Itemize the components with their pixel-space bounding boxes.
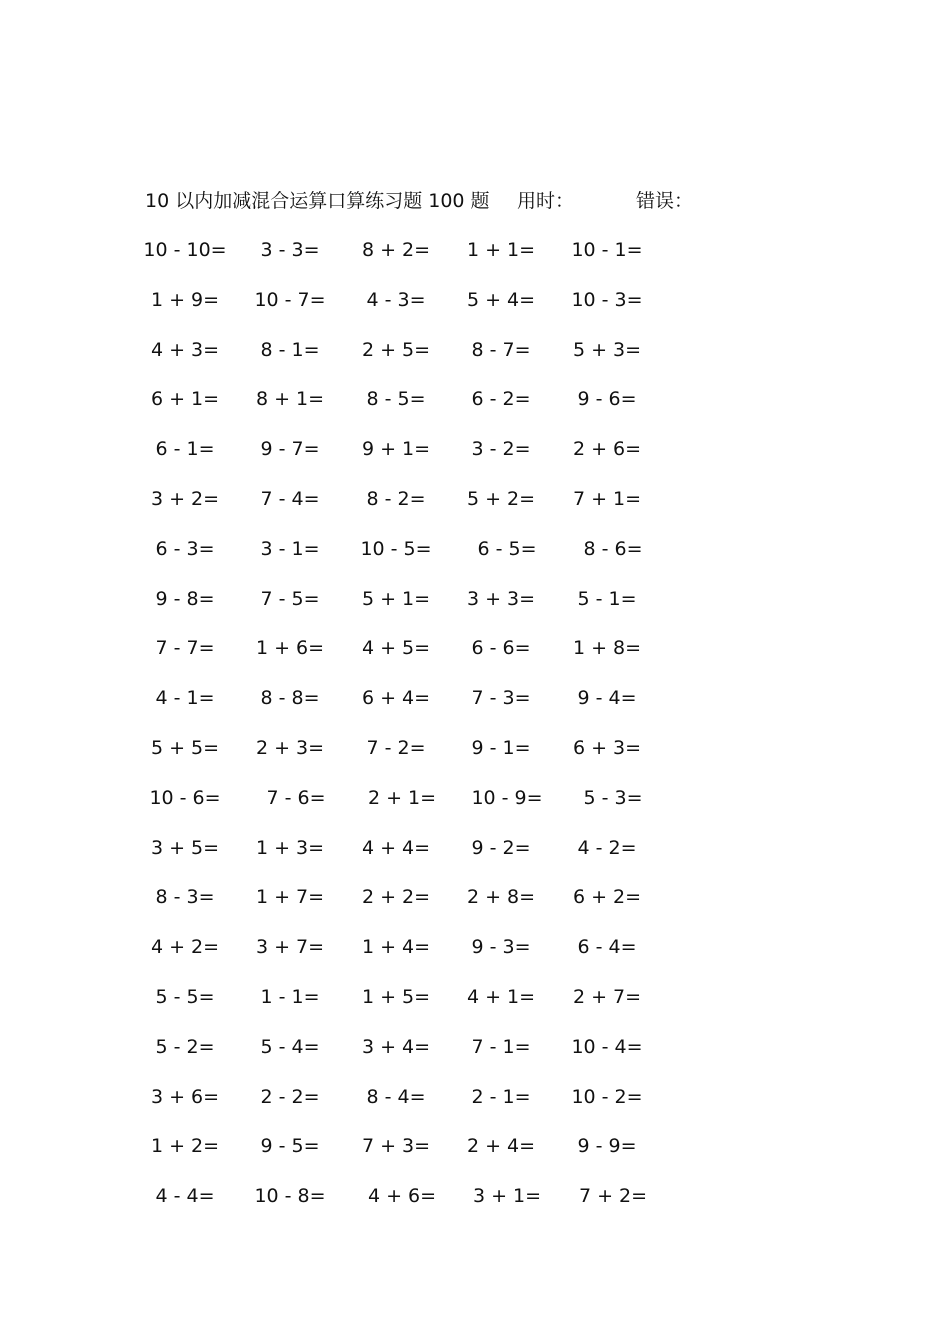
- problem-cell: 2 - 1=: [471, 1085, 531, 1108]
- problem-cell: 9 - 9=: [577, 1135, 637, 1158]
- problem-cell: 5 - 3=: [583, 786, 643, 809]
- problem-cell: 3 + 5=: [150, 836, 220, 859]
- problem-cell: 3 + 2=: [150, 487, 220, 510]
- problem-cell: 5 + 1=: [361, 587, 431, 610]
- problem-cell: 1 + 4=: [361, 936, 431, 959]
- problem-cell: 4 - 3=: [366, 288, 426, 311]
- problem-cell: 9 - 3=: [471, 936, 531, 959]
- problem-cell: 8 - 7=: [471, 338, 531, 361]
- problem-cell: 7 - 7=: [155, 637, 215, 660]
- problem-cell: 7 + 3=: [361, 1135, 431, 1158]
- problem-cell: 3 - 3=: [260, 239, 320, 261]
- time-used-label: 用时：: [517, 190, 575, 212]
- problem-cell: 5 - 1=: [577, 587, 637, 610]
- problem-row: [130, 435, 690, 485]
- problem-cell: 10 - 10=: [143, 239, 227, 261]
- problem-row: [130, 684, 690, 734]
- problem-cell: 9 - 4=: [577, 687, 637, 710]
- problem-row: [130, 336, 690, 386]
- problem-cell: 3 - 2=: [471, 438, 531, 461]
- problem-row: [130, 485, 690, 535]
- problem-cell: 10 - 4=: [571, 1035, 643, 1058]
- problem-cell: 2 + 7=: [572, 985, 642, 1008]
- problem-cell: 10 - 1=: [571, 239, 643, 261]
- problem-cell: 10 - 9=: [471, 786, 543, 809]
- problem-cell: 2 + 3=: [255, 736, 325, 759]
- problem-cell: 7 - 4=: [260, 487, 320, 510]
- problem-cell: 1 + 7=: [255, 886, 325, 909]
- problem-cell: 9 + 1=: [361, 438, 431, 461]
- problem-cell: 10 - 5=: [360, 537, 432, 560]
- problem-cell: 9 - 7=: [260, 438, 320, 461]
- problem-cell: 2 - 2=: [260, 1085, 320, 1108]
- problem-cell: 2 + 5=: [361, 338, 431, 361]
- problem-cell: 4 - 1=: [155, 687, 215, 710]
- problem-row: [130, 734, 690, 784]
- problem-cell: 3 + 6=: [150, 1085, 220, 1108]
- problem-cell: 5 + 3=: [572, 338, 642, 361]
- problem-cell: 7 - 6=: [266, 786, 326, 809]
- problem-row: [130, 1033, 690, 1083]
- problem-cell: 3 - 1=: [260, 537, 320, 560]
- problem-cell: 6 - 6=: [471, 637, 531, 660]
- problem-cell: 4 + 4=: [361, 836, 431, 859]
- problem-cell: 8 - 3=: [155, 886, 215, 909]
- problem-cell: 5 - 5=: [155, 985, 215, 1008]
- problem-cell: 4 + 3=: [150, 338, 220, 361]
- problem-cell: 4 + 5=: [361, 637, 431, 660]
- problem-cell: 1 + 6=: [255, 637, 325, 660]
- problem-cell: 6 - 1=: [155, 438, 215, 461]
- problem-cell: 2 + 4=: [466, 1135, 536, 1158]
- problem-cell: 6 + 3=: [572, 736, 642, 759]
- problem-cell: 9 - 1=: [471, 736, 531, 759]
- problem-cell: 5 - 4=: [260, 1035, 320, 1058]
- problem-cell: 7 - 3=: [471, 687, 531, 710]
- problem-row: [130, 1083, 690, 1133]
- problem-cell: 10 - 6=: [149, 786, 221, 809]
- problem-cell: 6 + 2=: [572, 886, 642, 909]
- problem-row: [130, 1182, 690, 1232]
- problem-cell: 4 + 1=: [466, 985, 536, 1008]
- problem-cell: 3 + 7=: [255, 936, 325, 959]
- problem-row: [130, 236, 690, 286]
- problem-cell: 8 - 4=: [366, 1085, 426, 1108]
- problem-row: [130, 933, 690, 983]
- problem-cell: 6 + 1=: [150, 388, 220, 411]
- problem-cell: 5 - 2=: [155, 1035, 215, 1058]
- problem-cell: 10 - 2=: [571, 1085, 643, 1108]
- problem-row: [130, 535, 690, 585]
- problem-cell: 8 + 2=: [361, 239, 431, 261]
- problem-row: [130, 983, 690, 1033]
- problem-row: [130, 634, 690, 684]
- problem-cell: 6 - 2=: [471, 388, 531, 411]
- problem-cell: 10 - 7=: [254, 288, 326, 311]
- problem-cell: 3 + 1=: [472, 1185, 542, 1208]
- problem-cell: 1 + 9=: [150, 288, 220, 311]
- worksheet-title: 10 以内加减混合运算口算练习题 100 题: [145, 190, 490, 212]
- problem-cell: 6 - 3=: [155, 537, 215, 560]
- problem-row: [130, 883, 690, 933]
- problem-cell: 4 - 2=: [577, 836, 637, 859]
- problem-cell: 7 - 1=: [471, 1035, 531, 1058]
- problem-cell: 9 - 8=: [155, 587, 215, 610]
- problem-cell: 3 + 3=: [466, 587, 536, 610]
- worksheet-header: [145, 187, 765, 215]
- problem-cell: 8 - 5=: [366, 388, 426, 411]
- problem-cell: 9 - 5=: [260, 1135, 320, 1158]
- problem-cell: 1 - 1=: [260, 985, 320, 1008]
- problem-row: [130, 834, 690, 884]
- problem-row: [130, 1132, 690, 1182]
- problem-cell: 2 + 8=: [466, 886, 536, 909]
- problem-cell: 1 + 1=: [466, 239, 536, 261]
- problem-cell: 5 + 2=: [466, 487, 536, 510]
- problem-cell: 4 + 2=: [150, 936, 220, 959]
- problem-cell: 8 + 1=: [255, 388, 325, 411]
- problem-cell: 6 - 4=: [577, 936, 637, 959]
- problem-row: [130, 585, 690, 635]
- problem-row: [130, 286, 690, 336]
- problem-cell: 7 - 5=: [260, 587, 320, 610]
- problem-cell: 8 - 8=: [260, 687, 320, 710]
- problem-cell: 4 - 4=: [155, 1185, 215, 1208]
- problem-cell: 4 + 6=: [367, 1185, 437, 1208]
- problem-cell: 6 + 4=: [361, 687, 431, 710]
- problem-cell: 7 - 2=: [366, 736, 426, 759]
- problem-cell: 7 + 1=: [572, 487, 642, 510]
- problem-cell: 9 - 6=: [577, 388, 637, 411]
- problem-row: [130, 385, 690, 435]
- problem-cell: 5 + 5=: [150, 736, 220, 759]
- problem-cell: 10 - 8=: [254, 1185, 326, 1208]
- problem-cell: 1 + 5=: [361, 985, 431, 1008]
- problem-grid: [130, 236, 690, 1232]
- errors-label: 错误：: [636, 190, 694, 212]
- problem-cell: 7 + 2=: [578, 1185, 648, 1208]
- problem-cell: 9 - 2=: [471, 836, 531, 859]
- problem-cell: 3 + 4=: [361, 1035, 431, 1058]
- problem-cell: 8 - 6=: [583, 537, 643, 560]
- problem-cell: 10 - 3=: [571, 288, 643, 311]
- problem-cell: 2 + 6=: [572, 438, 642, 461]
- problem-cell: 8 - 1=: [260, 338, 320, 361]
- problem-cell: 1 + 2=: [150, 1135, 220, 1158]
- problem-cell: 2 + 1=: [367, 786, 437, 809]
- problem-cell: 5 + 4=: [466, 288, 536, 311]
- problem-cell: 6 - 5=: [477, 537, 537, 560]
- problem-row: [130, 784, 690, 834]
- problem-cell: 8 - 2=: [366, 487, 426, 510]
- problem-cell: 1 + 8=: [572, 637, 642, 660]
- problem-cell: 1 + 3=: [255, 836, 325, 859]
- problem-cell: 2 + 2=: [361, 886, 431, 909]
